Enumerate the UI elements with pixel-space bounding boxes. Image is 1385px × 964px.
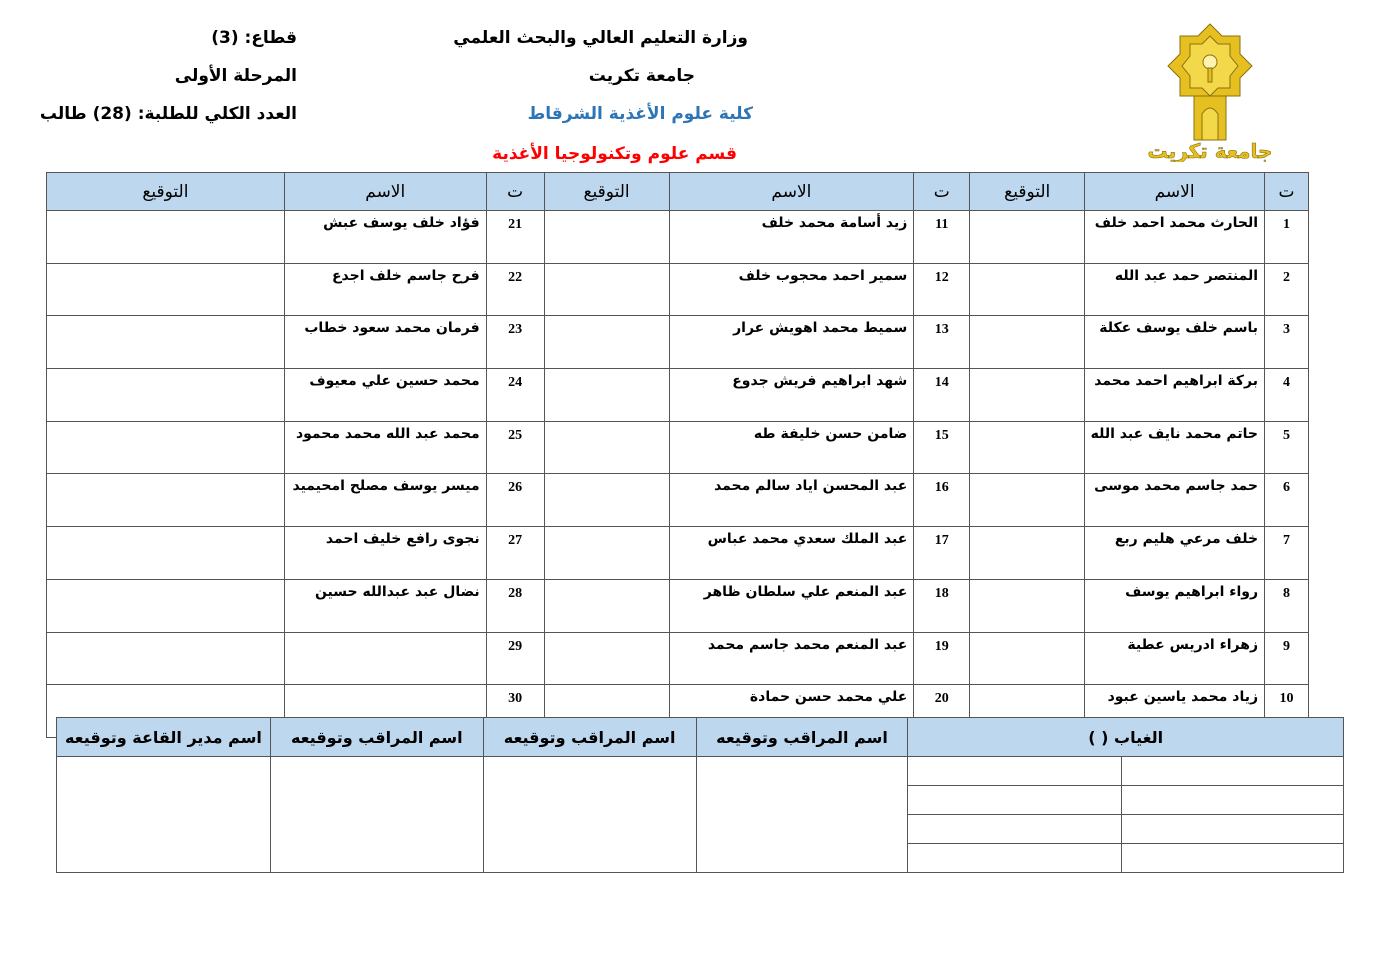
student-number: 4 [1265,369,1309,422]
student-number: 19 [914,632,970,685]
hall-manager-signature-cell[interactable] [57,757,271,873]
observer3-signature-cell[interactable] [270,757,483,873]
student-name: زيد أسامة محمد خلف [669,211,914,264]
student-name: عبد الملك سعدي محمد عباس [669,527,914,580]
student-number: 29 [486,632,544,685]
student-number: 9 [1265,632,1309,685]
university-logo [1146,22,1274,162]
college-title: كلية علوم الأغذية الشرقاط [527,104,753,124]
signature-cell[interactable] [970,579,1085,632]
department-title: قسم علوم وتكنولوجيا الأغذية [492,144,737,164]
col-header-signature: التوقيع [544,173,669,211]
table-row [47,263,1309,316]
student-name: زهراء ادريس عطية [1085,632,1265,685]
student-number: 13 [914,316,970,369]
absence-cell[interactable] [908,844,1122,873]
col-header-num: ت [914,173,970,211]
signature-cell[interactable] [970,369,1085,422]
absence-cell[interactable] [908,757,1122,786]
signature-cell[interactable] [544,263,669,316]
student-name: حاتم محمد نايف عبد الله [1085,421,1265,474]
signature-cell[interactable] [47,263,285,316]
student-number: 27 [486,527,544,580]
student-number: 18 [914,579,970,632]
student-name: عبد المحسن اياد سالم محمد [669,474,914,527]
table-row [47,474,1309,527]
signature-cell[interactable] [544,421,669,474]
observer1-signature-cell[interactable] [696,757,908,873]
absence-cell[interactable] [908,786,1122,815]
student-name: محمد عبد الله محمد محمود [284,421,486,474]
student-name: شهد ابراهيم فريش جدوع [669,369,914,422]
student-name: زياد محمد ياسين عبود [1085,685,1265,738]
students-table [46,172,1309,738]
hall-manager-header: اسم مدير القاعة وتوقيعه [57,718,271,757]
signature-cell[interactable] [970,211,1085,264]
student-name: عبد المنعم محمد جاسم محمد [669,632,914,685]
col-header-name: الاسم [284,173,486,211]
student-name: باسم خلف يوسف عكلة [1085,316,1265,369]
signature-cell[interactable] [544,369,669,422]
student-number: 14 [914,369,970,422]
student-name: نجوى رافع خليف احمد [284,527,486,580]
total-students-label: العدد الكلي للطلبة: (28) طالب [39,104,297,124]
table-row [47,579,1309,632]
observer2-signature-cell[interactable] [483,757,696,873]
student-number: 15 [914,421,970,474]
signature-cell[interactable] [970,263,1085,316]
student-name: سميط محمد اهويش عرار [669,316,914,369]
observer2-header: اسم المراقب وتوقيعه [483,718,696,757]
signature-cell[interactable] [47,316,285,369]
student-name: المنتصر حمد عبد الله [1085,263,1265,316]
student-name: فرمان محمد سعود خطاب [284,316,486,369]
student-name [284,632,486,685]
student-number: 23 [486,316,544,369]
absence-cell[interactable] [1122,786,1344,815]
student-number: 17 [914,527,970,580]
student-name: الحارث محمد احمد خلف [1085,211,1265,264]
signature-cell[interactable] [970,632,1085,685]
absence-cell[interactable] [1122,815,1344,844]
col-header-name: الاسم [1085,173,1265,211]
student-number: 11 [914,211,970,264]
tikrit-emblem-icon [1146,22,1274,162]
student-number: 30 [486,685,544,738]
table-row [47,211,1309,264]
university-title: جامعة تكريت [588,66,695,86]
signature-cell[interactable] [544,316,669,369]
signature-cell[interactable] [544,579,669,632]
col-header-name: الاسم [669,173,914,211]
signature-cell[interactable] [544,527,669,580]
student-name: سمير احمد محجوب خلف [669,263,914,316]
table-row [47,316,1309,369]
student-name: عبد المنعم علي سلطان ظاهر [669,579,914,632]
signature-cell[interactable] [970,474,1085,527]
student-name: خلف مرعي هليم ربع [1085,527,1265,580]
table-row [47,421,1309,474]
student-number: 26 [486,474,544,527]
student-number: 8 [1265,579,1309,632]
student-number: 12 [914,263,970,316]
student-name: نضال عبد عبدالله حسين [284,579,486,632]
student-name: محمد حسين علي معيوف [284,369,486,422]
absence-cell[interactable] [908,815,1122,844]
signature-cell[interactable] [47,211,285,264]
absence-cell[interactable] [1122,844,1344,873]
absence-header: الغياب ( ) [908,718,1344,757]
col-header-num: ت [486,173,544,211]
signature-cell[interactable] [970,421,1085,474]
signature-cell[interactable] [544,474,669,527]
ministry-title: وزارة التعليم العالي والبحث العلمي [453,28,748,48]
observer1-header: اسم المراقب وتوقيعه [696,718,908,757]
student-number: 7 [1265,527,1309,580]
signature-cell[interactable] [47,527,285,580]
signature-cell[interactable] [544,632,669,685]
student-number: 2 [1265,263,1309,316]
supervision-table [56,717,1344,873]
col-header-num: ت [1265,173,1309,211]
table-header-row [47,173,1309,211]
student-name: رواء ابراهيم يوسف [1085,579,1265,632]
student-number: 20 [914,685,970,738]
signature-cell[interactable] [47,632,285,685]
signature-cell[interactable] [47,421,285,474]
table-row [47,632,1309,685]
student-name: علي محمد حسن حمادة [669,685,914,738]
student-name: فؤاد خلف يوسف عبش [284,211,486,264]
sector-label: قطاع: (3) [211,28,297,48]
col-header-signature: التوقيع [970,173,1085,211]
student-number: 16 [914,474,970,527]
student-name: فرح جاسم خلف اجدع [284,263,486,316]
student-number: 24 [486,369,544,422]
absence-cell[interactable] [1122,757,1344,786]
student-name: حمد جاسم محمد موسى [1085,474,1265,527]
student-number: 10 [1265,685,1309,738]
col-header-signature: التوقيع [47,173,285,211]
signature-cell[interactable] [47,474,285,527]
student-name: بركة ابراهيم احمد محمد [1085,369,1265,422]
table-row [47,369,1309,422]
student-number: 1 [1265,211,1309,264]
signature-cell[interactable] [47,369,285,422]
table-row [47,527,1309,580]
student-number: 22 [486,263,544,316]
observer3-header: اسم المراقب وتوقيعه [270,718,483,757]
stage-label: المرحلة الأولى [174,66,297,86]
student-number: 21 [486,211,544,264]
student-number: 6 [1265,474,1309,527]
signature-cell[interactable] [970,316,1085,369]
student-name: ضامن حسن خليفة طه [669,421,914,474]
signature-cell[interactable] [47,579,285,632]
footer-header-row [57,718,1344,757]
signature-cell[interactable] [544,211,669,264]
signature-cell[interactable] [970,527,1085,580]
student-name: ميسر يوسف مصلح امحيميد [284,474,486,527]
student-number: 3 [1265,316,1309,369]
student-number: 28 [486,579,544,632]
student-number: 25 [486,421,544,474]
logo-text: جامعة تكريت [1147,139,1273,162]
student-number: 5 [1265,421,1309,474]
